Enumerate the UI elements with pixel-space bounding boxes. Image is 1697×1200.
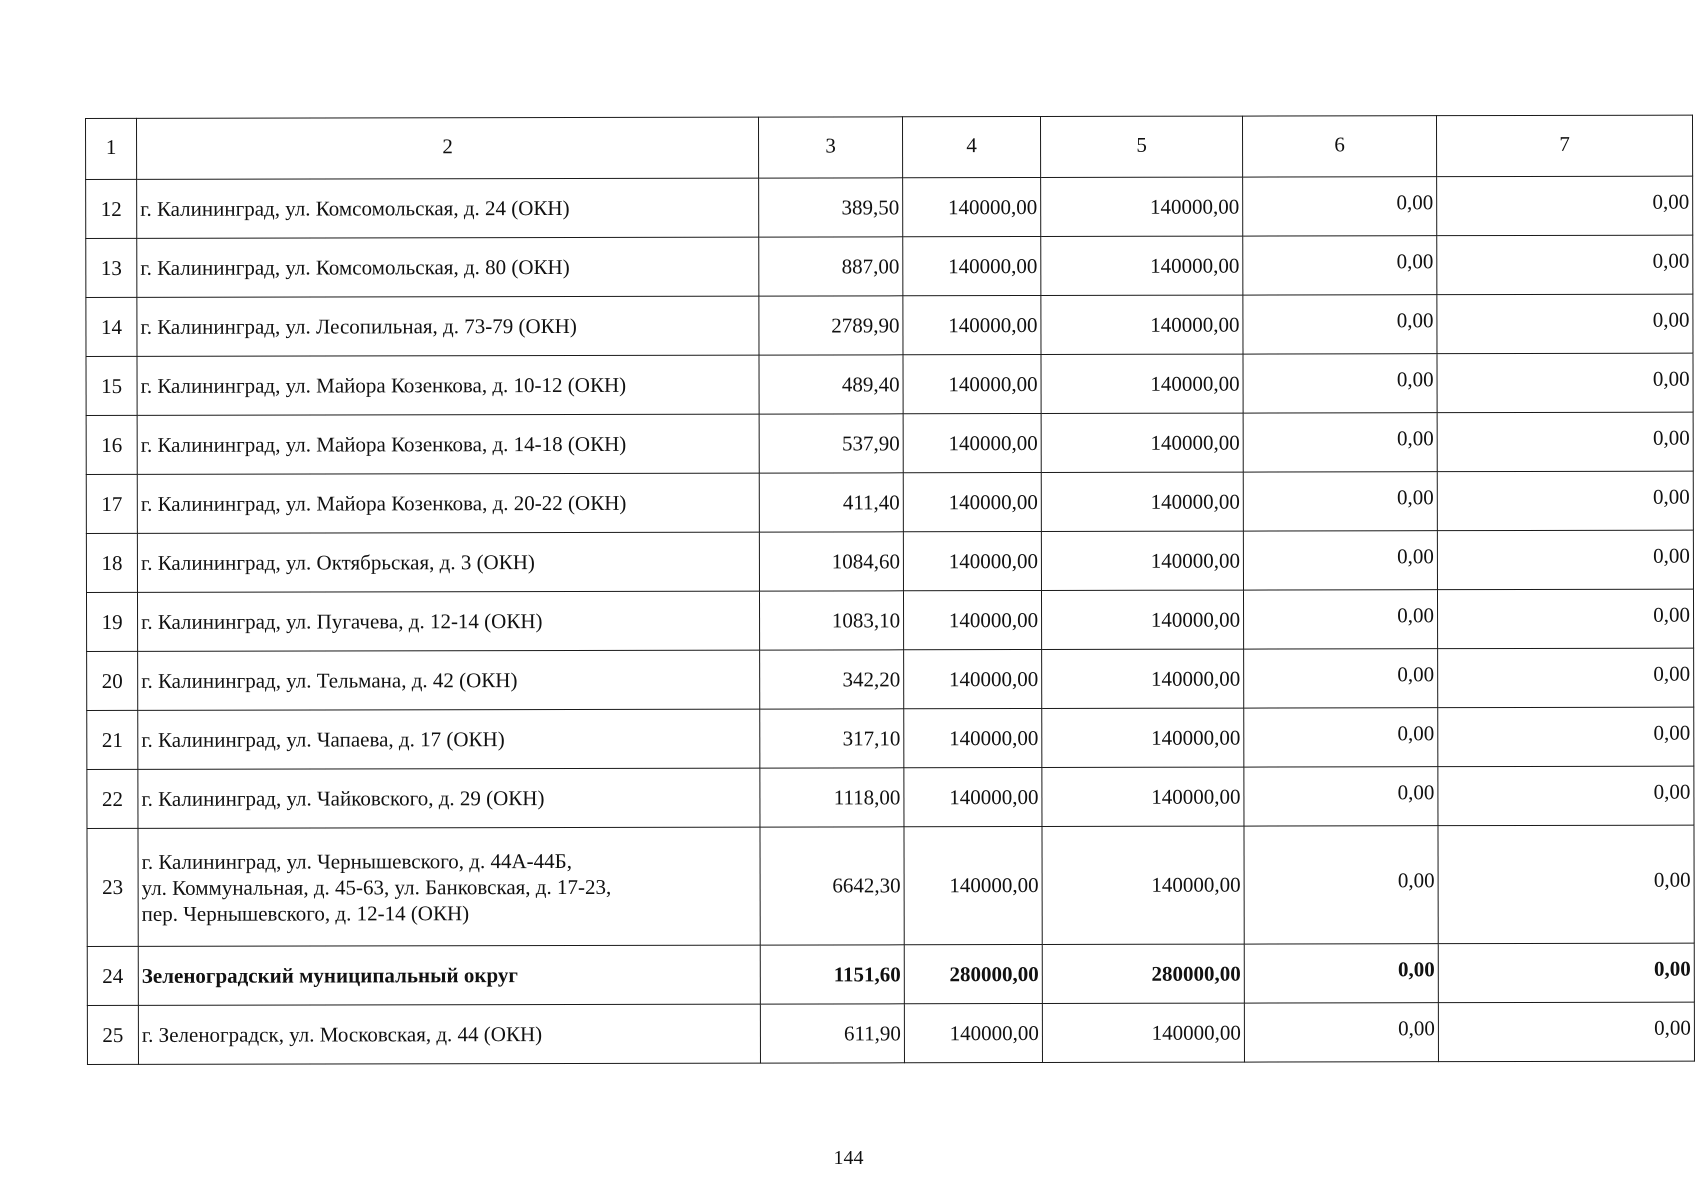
header-cell-3: 3 xyxy=(758,117,902,178)
row-number: 24 xyxy=(87,946,138,1005)
row-address: г. Калининград, ул. Майора Козенкова, д. 10-12 (ОКН) xyxy=(137,355,759,415)
row-col-5: 140000,00 xyxy=(1041,177,1243,236)
header-cell-1: 1 xyxy=(86,118,137,179)
row-address: г. Калининград, ул. Майора Козенкова, д. 14-18 (ОКН) xyxy=(137,414,759,474)
header-cell-5: 5 xyxy=(1040,116,1242,177)
header-cell-2: 2 xyxy=(137,117,759,179)
row-col-6: 0,00 xyxy=(1243,413,1437,472)
table-row xyxy=(87,707,1694,769)
row-address: г. Зеленоградск, ул. Московская, д. 44 (ОКН) xyxy=(138,1004,760,1064)
row-address xyxy=(138,827,760,946)
header-cell-6: 6 xyxy=(1242,116,1436,177)
table-row xyxy=(86,176,1693,238)
table-row xyxy=(87,648,1694,710)
row-col-3: 537,90 xyxy=(759,414,903,473)
row-col-6: 0,00 xyxy=(1244,944,1438,1003)
table-row xyxy=(86,353,1693,415)
row-address: Зеленоградский муниципальный округ xyxy=(138,945,760,1005)
row-address: г. Калининград, ул. Чапаева, д. 17 (ОКН) xyxy=(138,709,760,769)
row-col-4: 140000,00 xyxy=(903,413,1041,472)
row-address: г. Калининград, ул. Чайковского, д. 29 (ОКН) xyxy=(138,768,760,828)
table-header-row xyxy=(86,115,1693,179)
address-line: пер. Чернышевского, д. 12-14 (ОКН) xyxy=(141,900,470,926)
row-number: 16 xyxy=(86,415,137,474)
row-address: г. Калининград, ул. Лесопильная, д. 73-79 (ОКН) xyxy=(137,296,759,356)
row-col-4: 140000,00 xyxy=(904,826,1042,944)
row-col-5: 140000,00 xyxy=(1041,590,1243,649)
row-col-6: 0,00 xyxy=(1243,531,1437,590)
row-col-4: 140000,00 xyxy=(903,531,1041,590)
row-col-7: 0,00 xyxy=(1437,353,1693,413)
row-col-5: 140000,00 xyxy=(1042,708,1244,767)
row-col-5: 140000,00 xyxy=(1041,354,1243,413)
row-col-4: 140000,00 xyxy=(903,236,1041,295)
row-number: 19 xyxy=(86,592,137,651)
row-col-5: 140000,00 xyxy=(1042,649,1244,708)
row-col-6: 0,00 xyxy=(1243,590,1437,649)
row-col-5: 140000,00 xyxy=(1041,413,1243,472)
table-row-subtotal xyxy=(87,943,1694,1005)
row-col-7: 0,00 xyxy=(1437,235,1693,295)
row-col-7: 0,00 xyxy=(1438,766,1694,826)
row-col-4: 140000,00 xyxy=(903,354,1041,413)
row-number: 23 xyxy=(87,828,138,946)
row-col-6: 0,00 xyxy=(1243,236,1437,295)
table-row xyxy=(86,530,1693,592)
row-col-4: 140000,00 xyxy=(903,295,1041,354)
row-number: 25 xyxy=(87,1005,138,1064)
row-col-3: 2789,90 xyxy=(759,296,903,355)
row-col-4: 140000,00 xyxy=(904,767,1042,826)
row-col-4: 140000,00 xyxy=(903,472,1041,531)
row-col-4: 140000,00 xyxy=(904,649,1042,708)
row-col-4: 140000,00 xyxy=(903,590,1041,649)
header-cell-4: 4 xyxy=(902,116,1040,177)
row-number: 15 xyxy=(86,356,137,415)
row-col-7: 0,00 xyxy=(1438,1002,1694,1062)
row-col-5: 280000,00 xyxy=(1042,944,1244,1003)
table-row xyxy=(86,471,1693,533)
row-number: 12 xyxy=(86,179,137,238)
row-col-7: 0,00 xyxy=(1438,943,1694,1003)
row-col-3: 6642,30 xyxy=(760,827,904,945)
row-col-4: 140000,00 xyxy=(904,1003,1042,1062)
row-col-5: 140000,00 xyxy=(1041,472,1243,531)
row-col-5: 140000,00 xyxy=(1042,826,1244,944)
table-row xyxy=(86,589,1693,651)
row-number: 18 xyxy=(86,533,137,592)
row-col-3: 1083,10 xyxy=(759,591,903,650)
row-number: 14 xyxy=(86,297,137,356)
row-address: г. Калининград, ул. Пугачева, д. 12-14 (ОКН) xyxy=(137,591,759,651)
row-col-4: 140000,00 xyxy=(903,177,1041,236)
table-row xyxy=(86,412,1693,474)
row-col-3: 611,90 xyxy=(760,1004,904,1063)
row-col-5: 140000,00 xyxy=(1041,295,1243,354)
row-number: 22 xyxy=(87,769,138,828)
row-col-5: 140000,00 xyxy=(1042,1003,1244,1062)
row-col-6: 0,00 xyxy=(1244,767,1438,826)
row-address: г. Калининград, ул. Тельмана, д. 42 (ОКН) xyxy=(138,650,760,710)
row-col-6: 0,00 xyxy=(1243,177,1437,236)
row-col-7: 0,00 xyxy=(1437,412,1693,472)
row-address: г. Калининград, ул. Октябрьская, д. 3 (ОКН) xyxy=(137,532,759,592)
address-line: ул. Коммунальная, д. 45-63, ул. Банковская, д. 17-23, xyxy=(141,874,612,900)
row-col-6: 0,00 xyxy=(1244,1003,1438,1062)
row-col-3: 342,20 xyxy=(760,650,904,709)
row-col-7: 0,00 xyxy=(1438,648,1694,708)
row-number: 20 xyxy=(87,651,138,710)
row-col-5: 140000,00 xyxy=(1041,236,1243,295)
row-number: 21 xyxy=(87,710,138,769)
row-col-3: 1084,60 xyxy=(759,532,903,591)
row-col-4: 280000,00 xyxy=(904,944,1042,1003)
address-line: г. Калининград, ул. Чернышевского, д. 44А-44Б, xyxy=(141,848,572,874)
page-number: 144 xyxy=(833,1147,864,1169)
row-col-6: 0,00 xyxy=(1244,649,1438,708)
row-col-5: 140000,00 xyxy=(1041,531,1243,590)
row-address: г. Калининград, ул. Комсомольская, д. 24 (ОКН) xyxy=(137,178,759,238)
row-col-6: 0,00 xyxy=(1244,826,1438,944)
row-col-3: 887,00 xyxy=(759,237,903,296)
row-address: г. Калининград, ул. Комсомольская, д. 80 (ОКН) xyxy=(137,237,759,297)
row-col-7: 0,00 xyxy=(1438,707,1694,767)
row-col-3: 317,10 xyxy=(760,709,904,768)
row-col-3: 1151,60 xyxy=(760,945,904,1004)
row-col-7: 0,00 xyxy=(1438,825,1694,944)
row-col-7: 0,00 xyxy=(1437,294,1693,354)
row-col-3: 389,50 xyxy=(759,178,903,237)
row-col-5: 140000,00 xyxy=(1042,767,1244,826)
data-table xyxy=(85,115,1695,1065)
row-number: 17 xyxy=(86,474,137,533)
row-col-7: 0,00 xyxy=(1437,589,1693,649)
row-col-7: 0,00 xyxy=(1437,471,1693,531)
row-address: г. Калининград, ул. Майора Козенкова, д. 20-22 (ОКН) xyxy=(137,473,759,533)
document-sheet xyxy=(85,115,1691,1065)
row-col-3: 411,40 xyxy=(759,473,903,532)
row-col-7: 0,00 xyxy=(1437,530,1693,590)
table-row xyxy=(86,294,1693,356)
row-col-4: 140000,00 xyxy=(904,708,1042,767)
row-col-6: 0,00 xyxy=(1243,472,1437,531)
table-row xyxy=(87,825,1694,946)
row-col-6: 0,00 xyxy=(1243,295,1437,354)
row-col-3: 489,40 xyxy=(759,355,903,414)
row-number: 13 xyxy=(86,238,137,297)
row-col-6: 0,00 xyxy=(1243,354,1437,413)
row-col-7: 0,00 xyxy=(1437,176,1693,236)
header-cell-7: 7 xyxy=(1436,115,1692,177)
table-row xyxy=(87,1002,1694,1064)
row-col-3: 1118,00 xyxy=(760,768,904,827)
row-col-6: 0,00 xyxy=(1244,708,1438,767)
table-row xyxy=(86,235,1693,297)
table-row xyxy=(87,766,1694,828)
